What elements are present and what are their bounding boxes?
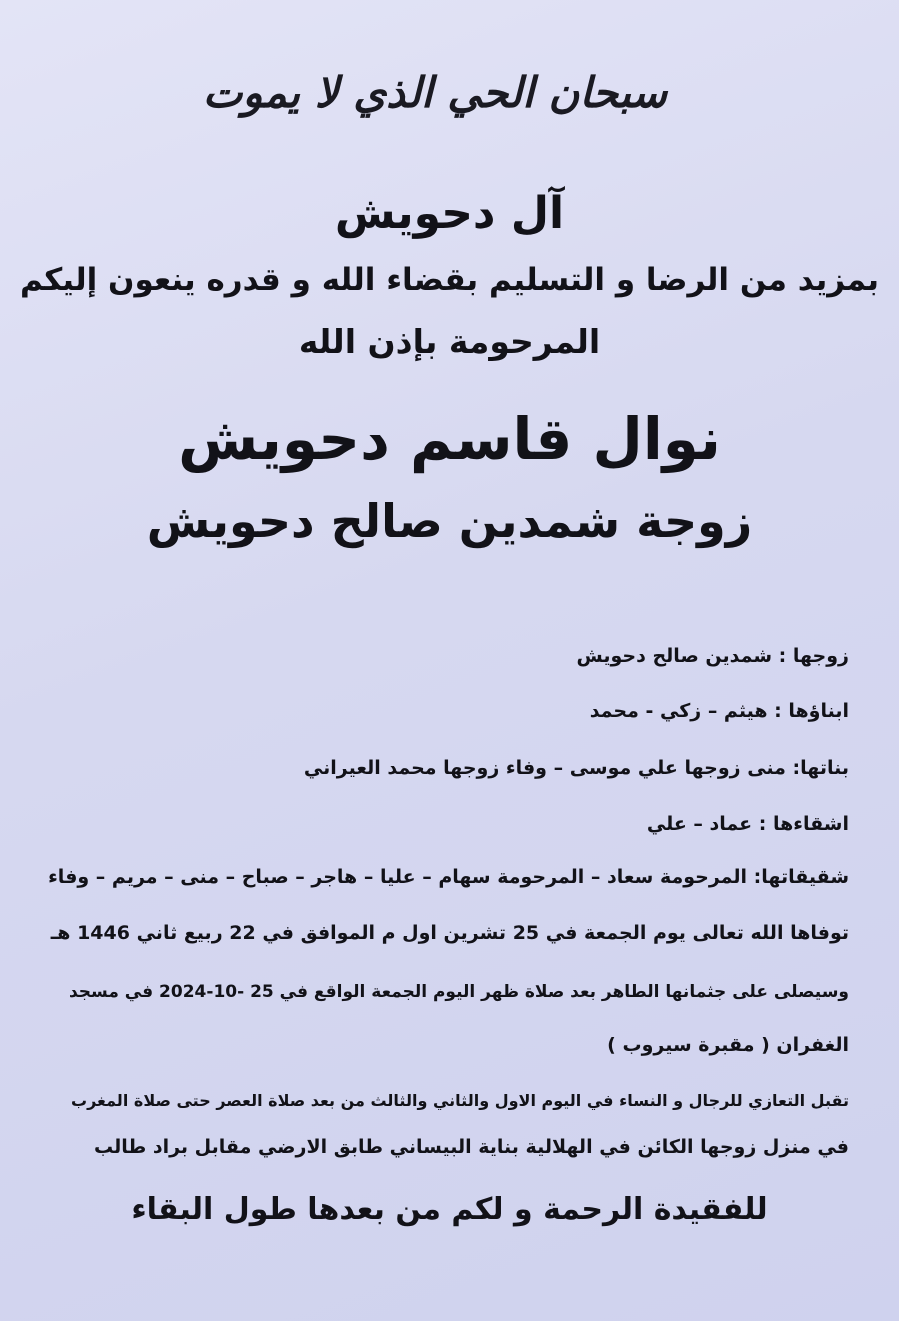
- wife-of-line: زوجة شمدين صالح دحويش: [146, 494, 753, 548]
- funeral-line-2: الغفران ( مقبرة سيروب ): [607, 1034, 849, 1056]
- death-date-line: توفاها الله تعالى يوم الجمعة في 25 تشرين اول م الموافق في 22 ربيع ثاني 1446 هـ: [50, 922, 849, 944]
- intro-line-2: المرحومة بإذن الله: [298, 322, 601, 361]
- brothers-line: اشقاءها : عماد – علي: [646, 813, 849, 835]
- daughters-line: بناتها: منى زوجها علي موسى – وفاء زوجها محمد العيراني: [303, 757, 849, 779]
- condolences-line-2: في منزل زوجها الكائن في الهلالية بناية البيساني طابق الارضي مقابل براد طالب: [93, 1136, 849, 1158]
- condolences-line-1: تقبل التعازي للرجال و النساء في اليوم الاول والثاني والثالث من بعد صلاة العصر حتى صلاة المغرب: [71, 1091, 849, 1110]
- sisters-line: شقيقاتها: المرحومة سعاد – المرحومة سهام – عليا – هاجر – صباح – منى – مريم – وفاء: [48, 866, 849, 888]
- calligraphy-header: سبحان الحي الذي لا يموت: [202, 67, 668, 117]
- deceased-name: نوال قاسم دحويش: [178, 405, 721, 473]
- sons-line: ابناؤها : هيثم – زكي - محمد: [589, 700, 849, 722]
- intro-line-1: بمزيد من الرضا و التسليم بقضاء الله و قدره ينعون إليكم: [19, 262, 879, 298]
- family-name: آل دحويش: [334, 188, 565, 239]
- closing-prayer: للفقيدة الرحمة و لكم من بعدها طول البقاء: [131, 1192, 768, 1227]
- husband-line: زوجها : شمدين صالح دحويش: [576, 645, 849, 667]
- funeral-line-1: وسيصلى على جثمانها الطاهر بعد صلاة ظهر اليوم الجمعة الواقع في 25 -10-2024 في مسجد: [68, 982, 849, 1002]
